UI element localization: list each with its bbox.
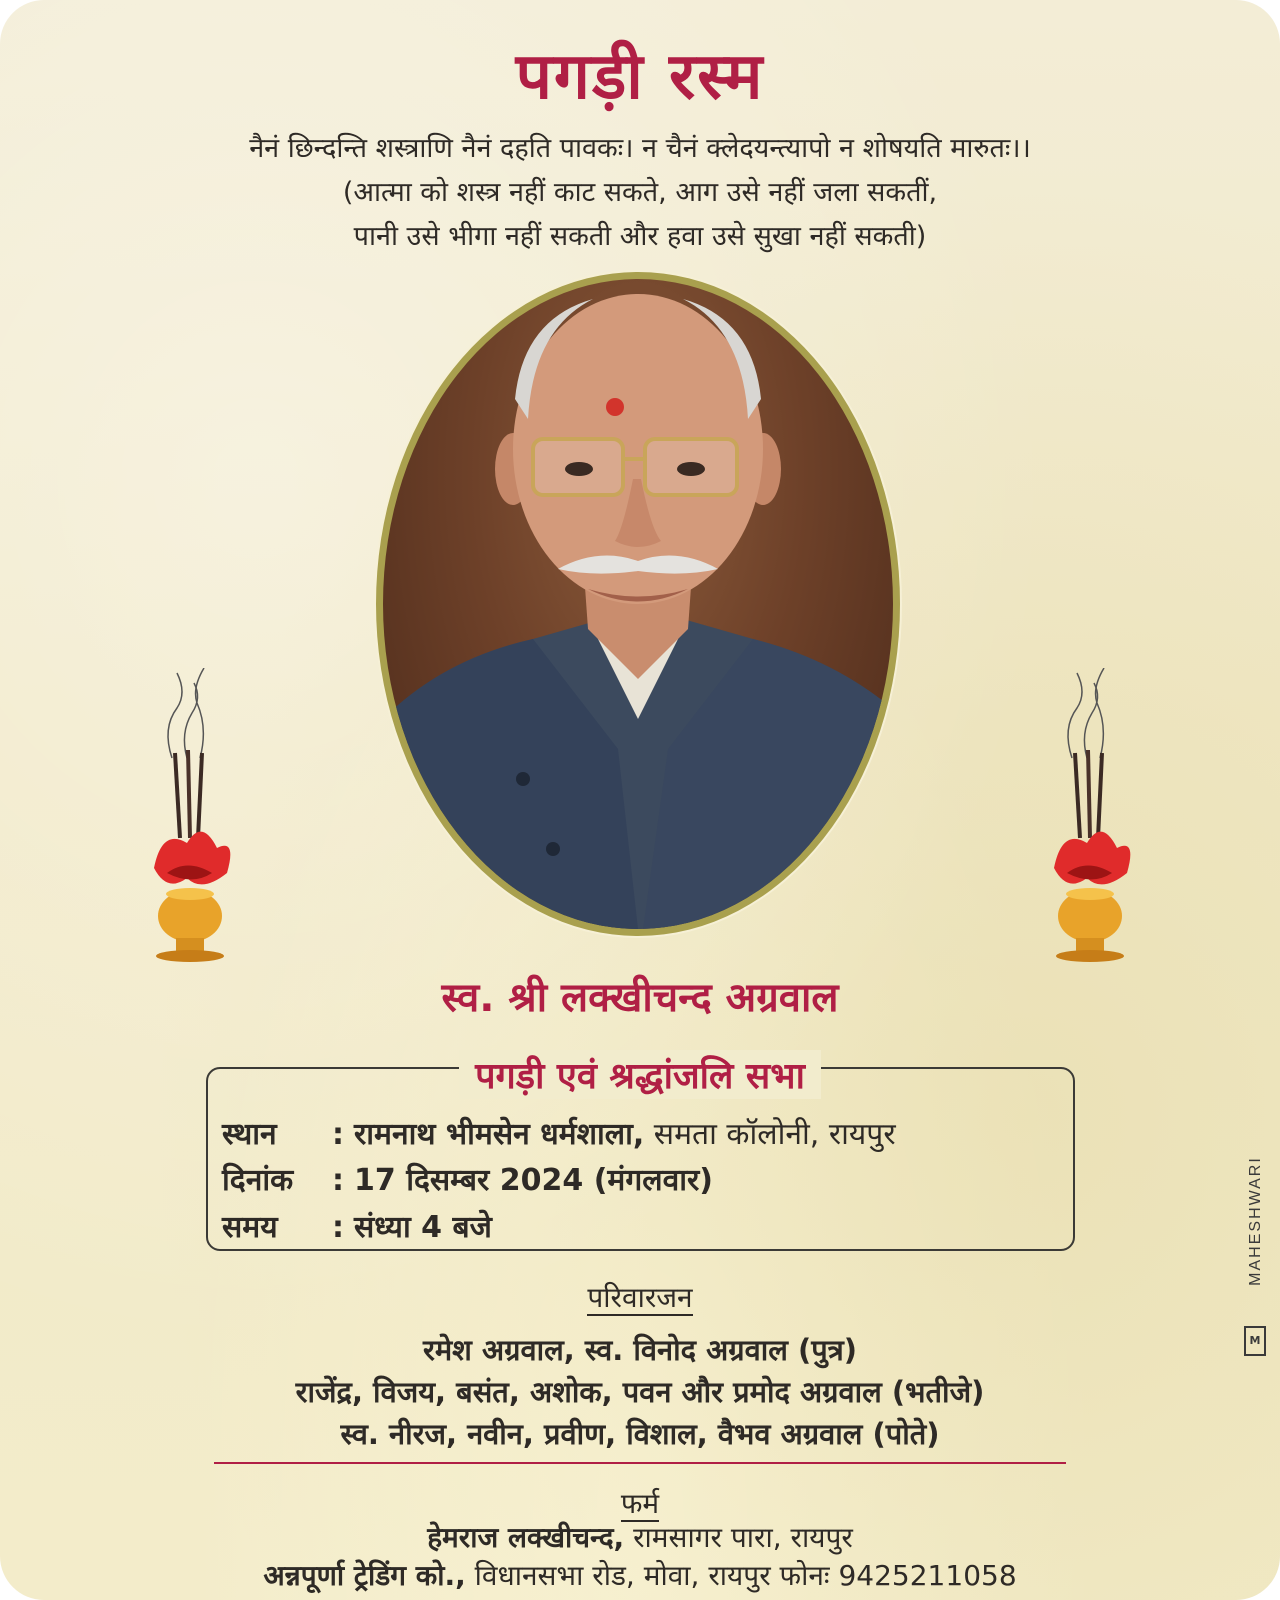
brand-name: MAHESHWARI xyxy=(1247,1156,1264,1286)
time-separator: : xyxy=(332,1210,344,1245)
firm-line-1 xyxy=(0,1518,1280,1556)
family-heading: परिवारजन xyxy=(587,1281,693,1314)
elderly-man-portrait-icon xyxy=(383,279,893,929)
venue-label: स्थान xyxy=(222,1117,277,1152)
venue-separator: : xyxy=(332,1117,344,1152)
firm-heading-wrap xyxy=(0,1484,1280,1522)
date-value: 17 दिसम्बर 2024 (मंगलवार) xyxy=(354,1163,714,1198)
shloka-line-1: नैनं छिन्दन्ति शस्त्राणि नैनं दहति पावकः। न चैनं क्लेदयन्त्यापो न शोषयति मारुतः।। xyxy=(249,133,1031,164)
date-separator: : xyxy=(332,1163,344,1198)
event-heading: पगड़ी एवं श्रद्धांजलि सभा xyxy=(459,1050,821,1099)
date-label: दिनांक xyxy=(222,1163,294,1198)
divider xyxy=(214,1462,1066,1464)
time-label: समय xyxy=(222,1210,278,1245)
brand-watermark xyxy=(1246,1142,1266,1382)
family-line-nephews: राजेंद्र, विजय, बसंत, अशोक, पवन और प्रमोद अग्रवाल (भतीजे) xyxy=(295,1375,985,1409)
firm-1-address: रामसागर पारा, रायपुर xyxy=(624,1521,853,1554)
incense-kalash-left xyxy=(142,668,242,978)
family-line-sons: रमेश अग्रवाल, स्व. विनोद अग्रवाल (पुत्र) xyxy=(422,1333,858,1367)
venue-rest: समता कॉलोनी, रायपुर xyxy=(644,1117,896,1152)
venue-main: रामनाथ भीमसेन धर्मशाला, xyxy=(354,1117,645,1152)
firm-heading: फर्म xyxy=(620,1487,660,1520)
incense-kalash-icon xyxy=(142,668,242,978)
portrait-frame xyxy=(376,272,900,936)
page-title: पगड़ी रस्म xyxy=(515,40,765,114)
incense-kalash-right xyxy=(1042,668,1142,978)
incense-kalash-icon xyxy=(1042,668,1142,978)
family-line-grandsons: स्व. नीरज, नवीन, प्रवीण, विशाल, वैभव अग्रवाल (पोते) xyxy=(340,1417,940,1451)
family-heading-wrap xyxy=(0,1278,1280,1316)
time-row xyxy=(222,1205,492,1246)
venue-row xyxy=(222,1112,896,1153)
shloka-translation-line-1: (आत्मा को शस्त्र नहीं काट सकते, आग उसे नहीं जला सकतीं, xyxy=(342,177,938,208)
shloka-translation-line-2: पानी उसे भीगा नहीं सकती और हवा उसे सुखा नहीं सकती) xyxy=(353,221,927,252)
firm-1-name: हेमराज लक्खीचन्द, xyxy=(427,1521,625,1554)
maheshwari-logo-icon: M xyxy=(1244,1326,1266,1356)
date-row xyxy=(222,1158,713,1199)
firm-2-address: विधानसभा रोड, मोवा, रायपुर फोनः 9425211058 xyxy=(465,1559,1017,1592)
deceased-name: स्व. श्री लक्खीचन्द अग्रवाल xyxy=(441,975,839,1021)
firm-line-2 xyxy=(0,1556,1280,1594)
time-value: संध्या 4 बजे xyxy=(354,1210,492,1245)
event-heading-wrap xyxy=(0,1050,1280,1099)
firm-2-name: अन्नपूर्णा ट्रेडिंग को., xyxy=(263,1559,466,1592)
